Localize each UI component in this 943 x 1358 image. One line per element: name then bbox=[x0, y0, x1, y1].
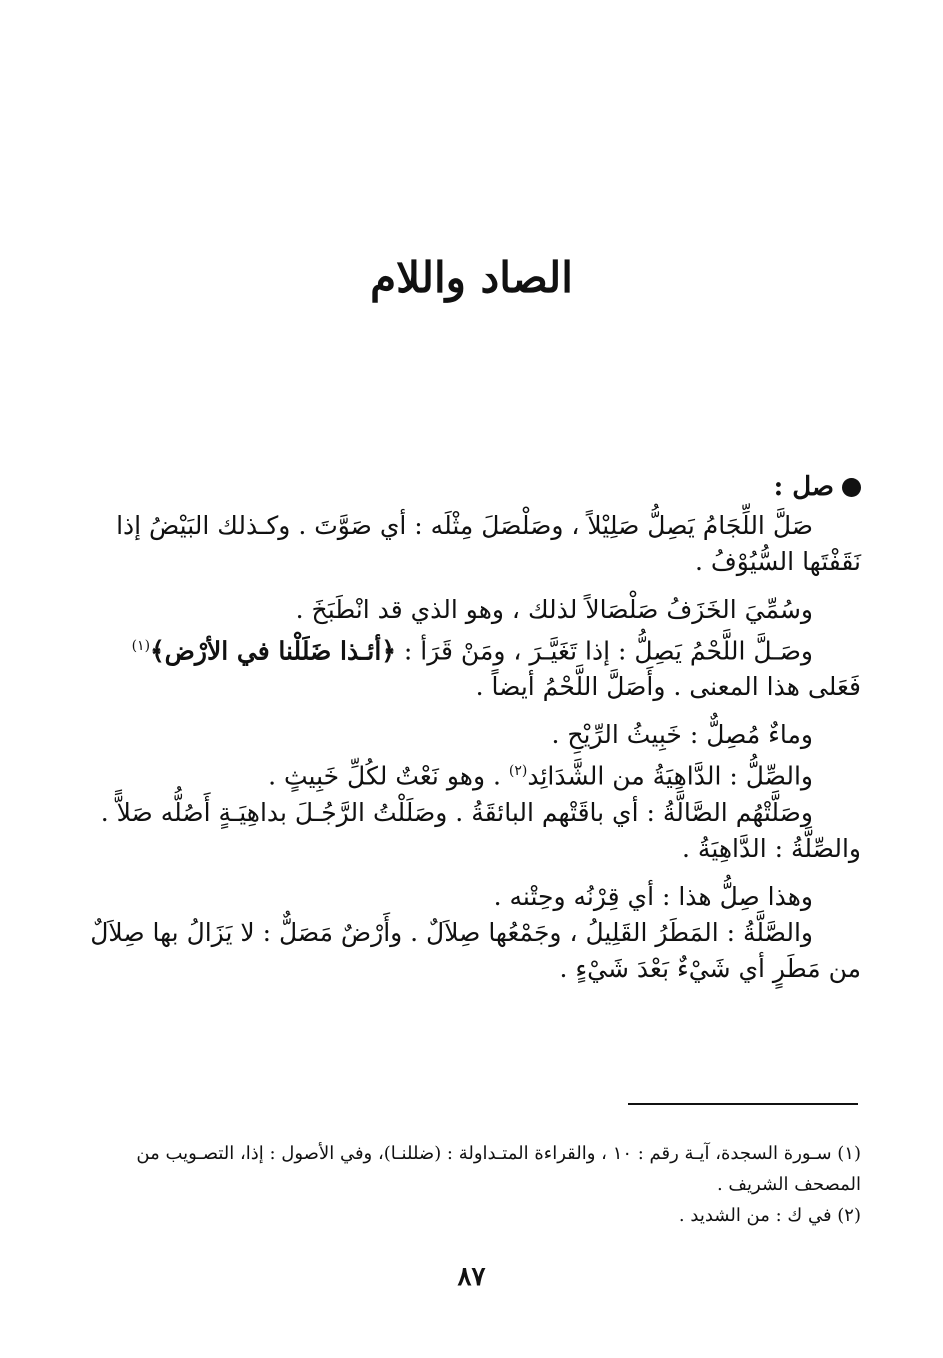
footnote-divider bbox=[628, 1103, 858, 1105]
footnote-2: (٢) في ك : من الشديد . bbox=[678, 1205, 861, 1226]
text-line: وهذا صِلُّ هذا : أي قِرْنُه وحِتْنه . bbox=[493, 881, 813, 911]
paragraph-gap bbox=[138, 705, 861, 717]
footnote-marker: (٢) bbox=[508, 763, 528, 780]
text-segment: وصَـلَّ اللَّحْمُ يَصِلُّ : إذا تَغَيَّـرَ ، ومَنْ قَرَأ : bbox=[403, 636, 813, 666]
page-number: ٨٧ bbox=[457, 1262, 486, 1292]
footnotes bbox=[138, 1138, 861, 1231]
footnote-marker: (١) bbox=[131, 638, 151, 654]
chapter-title: الصاد واللام bbox=[370, 253, 573, 302]
text-segment: والصِّلُّ : الدَّاهِيَةُ من الشَّدَائِد bbox=[527, 761, 813, 791]
entry-root: صل : bbox=[773, 472, 834, 502]
paragraph-gap bbox=[138, 580, 861, 592]
text-line: وسُمِّيَ الخَزَفُ صَلْصَالاً لذلك ، وهو الذي قد انْطَبَخَ . bbox=[295, 595, 813, 624]
text-line: من مَطَرٍ أي شَيْءٌ بَعْدَ شَيْءٍ . bbox=[559, 953, 861, 983]
footnote-1-continued: المصحف الشريف . bbox=[716, 1174, 861, 1195]
entry-heading bbox=[138, 466, 861, 508]
quran-quote: ﴿أئـذا ضَلَلْنا في الأرْض﴾ bbox=[150, 636, 396, 666]
text-line: وصَلَّتْهُم الصَّالَّةُ : أي باقَتْهم البائقَةُ . وصَلَلْتُ الرَّجُـلَ بداهِيَـةٍ أَصُلُّه صَلاًّ . bbox=[100, 797, 813, 827]
dictionary-entry bbox=[90, 466, 861, 987]
text-line: صَلَّ اللِّجَامُ يَصِلُّ صَلِيْلاً ، وصَلْصَلَ مِثْلَه : أي صَوَّتَ . وكـذلك البَيْضُ إذا bbox=[116, 511, 813, 540]
text-line bbox=[131, 628, 861, 669]
bullet-icon bbox=[842, 478, 861, 497]
text-line: والصَّلَّةُ : المَطَرُ القَلِيلُ ، وجَمْعُها صِلاَلٌ . وأَرْضٌ مَصَلٌّ : لا يَزَالُ بها صِلاَلٌ bbox=[90, 917, 813, 947]
footnote-1: (١) سـورة السجدة، آيـة رقم : ١٠ ، والقراءة المتـداولة : (ضللنـا)، وفي الأصول : إذا، التصـويب من bbox=[136, 1143, 861, 1164]
text-line bbox=[138, 753, 861, 794]
text-line: نَقَفْتَها السُّيُوْفُ . bbox=[694, 547, 861, 576]
text-line: وماءٌ مُصِلٌّ : خَبِيثُ الرِّيْحِ . bbox=[551, 720, 813, 750]
text-segment: . وهو نَعْتٌ لكُلِّ خَبِيثٍ . bbox=[268, 761, 509, 791]
paragraph-gap bbox=[138, 867, 861, 879]
text-line: فَعَلى هذا المعنى . وأَصَلَّ اللَّحْمُ أيضاً . bbox=[475, 672, 861, 702]
text-line: والصِّلَّةُ : الدَّاهِيَةُ . bbox=[682, 833, 861, 863]
